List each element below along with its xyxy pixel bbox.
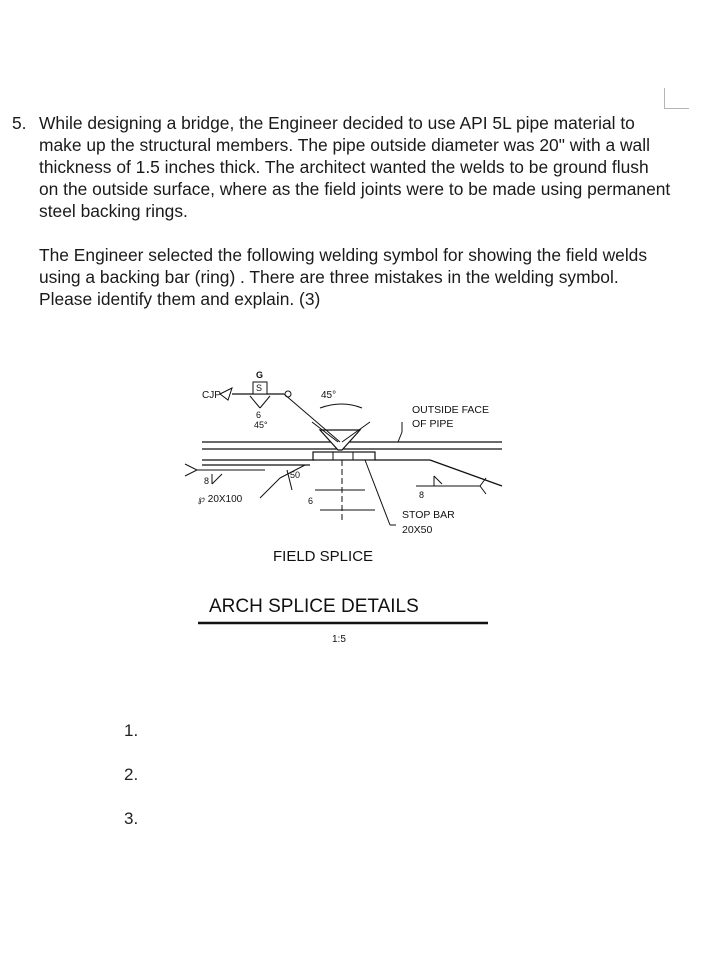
question-5 bbox=[12, 112, 672, 310]
answer-item-2[interactable]: 2. bbox=[124, 765, 139, 784]
plate-label: ℘ 20X100 bbox=[198, 494, 243, 505]
groove-symbol-left bbox=[250, 396, 260, 408]
angle-arc bbox=[320, 404, 362, 408]
left-weld-size: 8 bbox=[204, 476, 210, 486]
page-corner-mark bbox=[664, 88, 689, 109]
arch-splice-figure bbox=[180, 360, 520, 660]
answer-list bbox=[124, 720, 138, 852]
backing-s-label: S bbox=[256, 383, 263, 393]
weld-drawing bbox=[180, 360, 520, 660]
angle-label-top: 45° bbox=[254, 420, 268, 430]
dimension-6: 6 bbox=[308, 496, 314, 506]
left-symbol-tail bbox=[185, 464, 197, 476]
outside-face-label-2: OF PIPE bbox=[412, 418, 454, 430]
outside-face-label-1: OUTSIDE FACE bbox=[412, 404, 490, 416]
angle-label: 45° bbox=[321, 390, 337, 401]
depth-label: 6 bbox=[256, 410, 262, 420]
answer-item-3[interactable]: 3. bbox=[124, 809, 139, 828]
cjp-label: CJP bbox=[202, 390, 221, 401]
right-weld-size: 8 bbox=[419, 490, 425, 500]
cjp-tail bbox=[220, 388, 232, 400]
plate-leader bbox=[260, 478, 280, 498]
stop-bar-label-1: STOP BAR bbox=[402, 509, 455, 521]
question-paragraph-1: While designing a bridge, the Engineer decided to use API 5L pipe material to make up the structural members. The pipe outside diameter was 20" with a wall thickness of 1.5 inches thick. The architect wanted the welds to be ground flush on the outside surface, where as the field joints were to be made using permanent steel backing rings. bbox=[39, 113, 671, 221]
backing-bar bbox=[313, 452, 375, 460]
answer-item-1[interactable]: 1. bbox=[124, 721, 139, 740]
question-paragraph-2: The Engineer selected the following welding symbol for showing the field welds using a backing bar (ring) . There are three mistakes in the welding symbol. Please identify them and explain. (3) bbox=[39, 245, 648, 309]
groove-symbol-right bbox=[260, 396, 270, 408]
arrow-line-top bbox=[284, 394, 340, 442]
field-splice-caption: FIELD SPLICE bbox=[273, 548, 374, 565]
stop-bar-label-2: 20X50 bbox=[402, 524, 433, 536]
figure-title: ARCH SPLICE DETAILS bbox=[209, 596, 419, 617]
dimension-50: 50 bbox=[290, 470, 301, 480]
question-number: 5. bbox=[12, 113, 27, 133]
scale-label: 1:5 bbox=[332, 634, 346, 645]
contour-g-label: G bbox=[256, 370, 264, 380]
stop-bar-leader bbox=[365, 460, 390, 525]
